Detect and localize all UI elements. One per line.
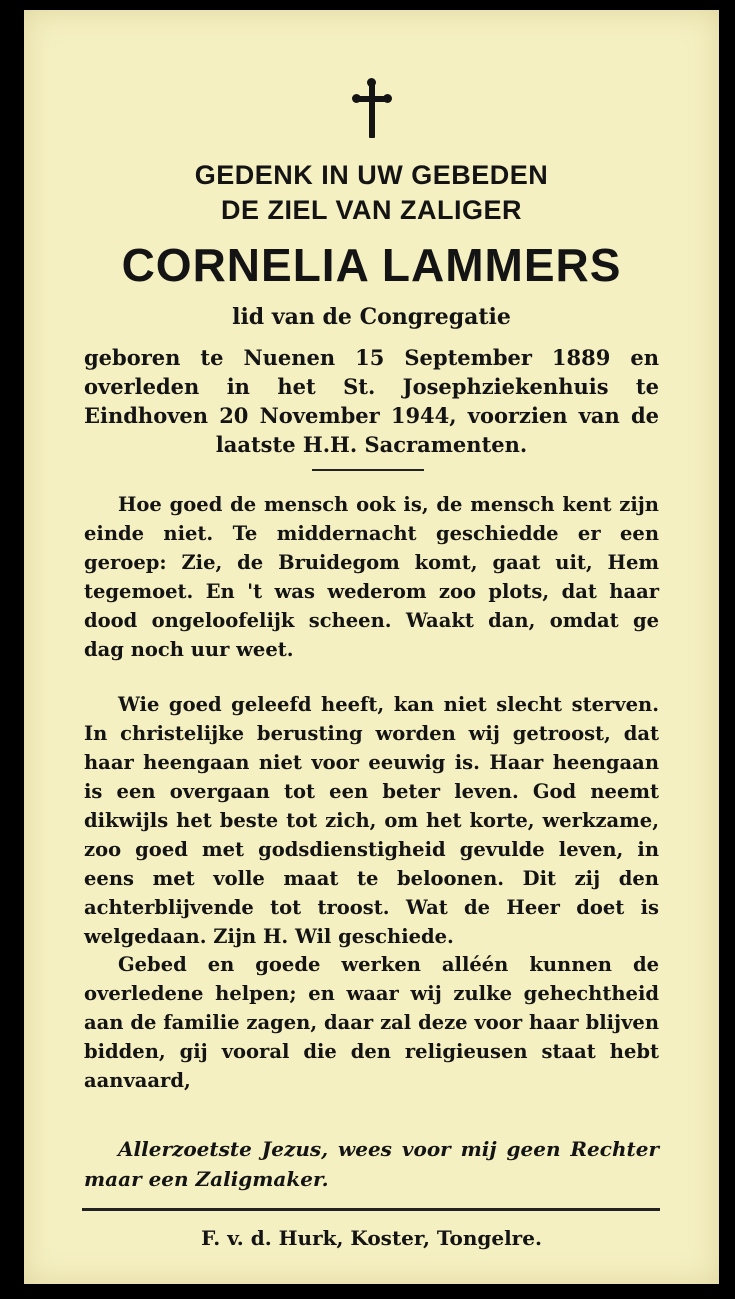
header-line-1: GEDENK IN UW GEBEDEN [194, 160, 549, 190]
prayer-card [24, 10, 719, 1284]
paragraph-1-text: Hoe goed de mensch ook is, de mensch kent zijn einde niet. Te middernacht geschiedde er een geroep: Zie, de Bruidegom komt, gaat uit, Hem tegemoet. En 't was wederom zoo plots, dat haar dood ongeloofelijk scheen. Waakt dan, omdat ge dag noch uur weet. [84, 493, 659, 661]
deceased-name: CORNELIA LAMMERS [121, 239, 622, 291]
paragraph-3-text: Gebed en goede werken alléén kunnen de overledene helpen; en waar wij zulke gehechtheid aan de familie zagen, daar zal deze voor haar blijven bidden, gij vooral die den religieusen staat hebt aanvaard, [84, 953, 659, 1092]
paragraph-1 [84, 490, 659, 664]
life-details: geboren te Nuenen 15 September 1889 en overleden in het St. Josephziekenhuis te Eindhoven 20 November 1944, voorzien van de laatste H.H. Sacramenten. [84, 345, 659, 457]
long-divider [82, 1208, 660, 1211]
membership-line: lid van de Congregatie [232, 304, 511, 330]
header-line-2: DE ZIEL VAN ZALIGER [220, 195, 522, 225]
closing-prayer: Allerzoetste Jezus, wees voor mij geen Rechter maar een Zaligmaker. [84, 1137, 659, 1191]
printer-credit: F. v. d. Hurk, Koster, Tongelre. [201, 1226, 542, 1250]
short-divider [312, 469, 424, 471]
paragraph-2-text: Wie goed geleefd heeft, kan niet slecht sterven. In christelijke berusting worden wij getroost, dat haar heengaan niet voor eeuwig is. Haar heengaan is een overgaan tot een beter leven. God neemt dikwijls het beste tot zich, om het korte, werkzame, zoo goed met godsdienstigheid gevulde leven, in eens met volle maat te beloonen. Dit zij den achterblijvende tot troost. Wat de Heer doet is welgedaan. Zijn H. Wil geschiede. [84, 693, 659, 948]
paragraph-2 [84, 690, 659, 951]
cross-icon [355, 82, 389, 140]
paragraph-3 [84, 950, 659, 1095]
